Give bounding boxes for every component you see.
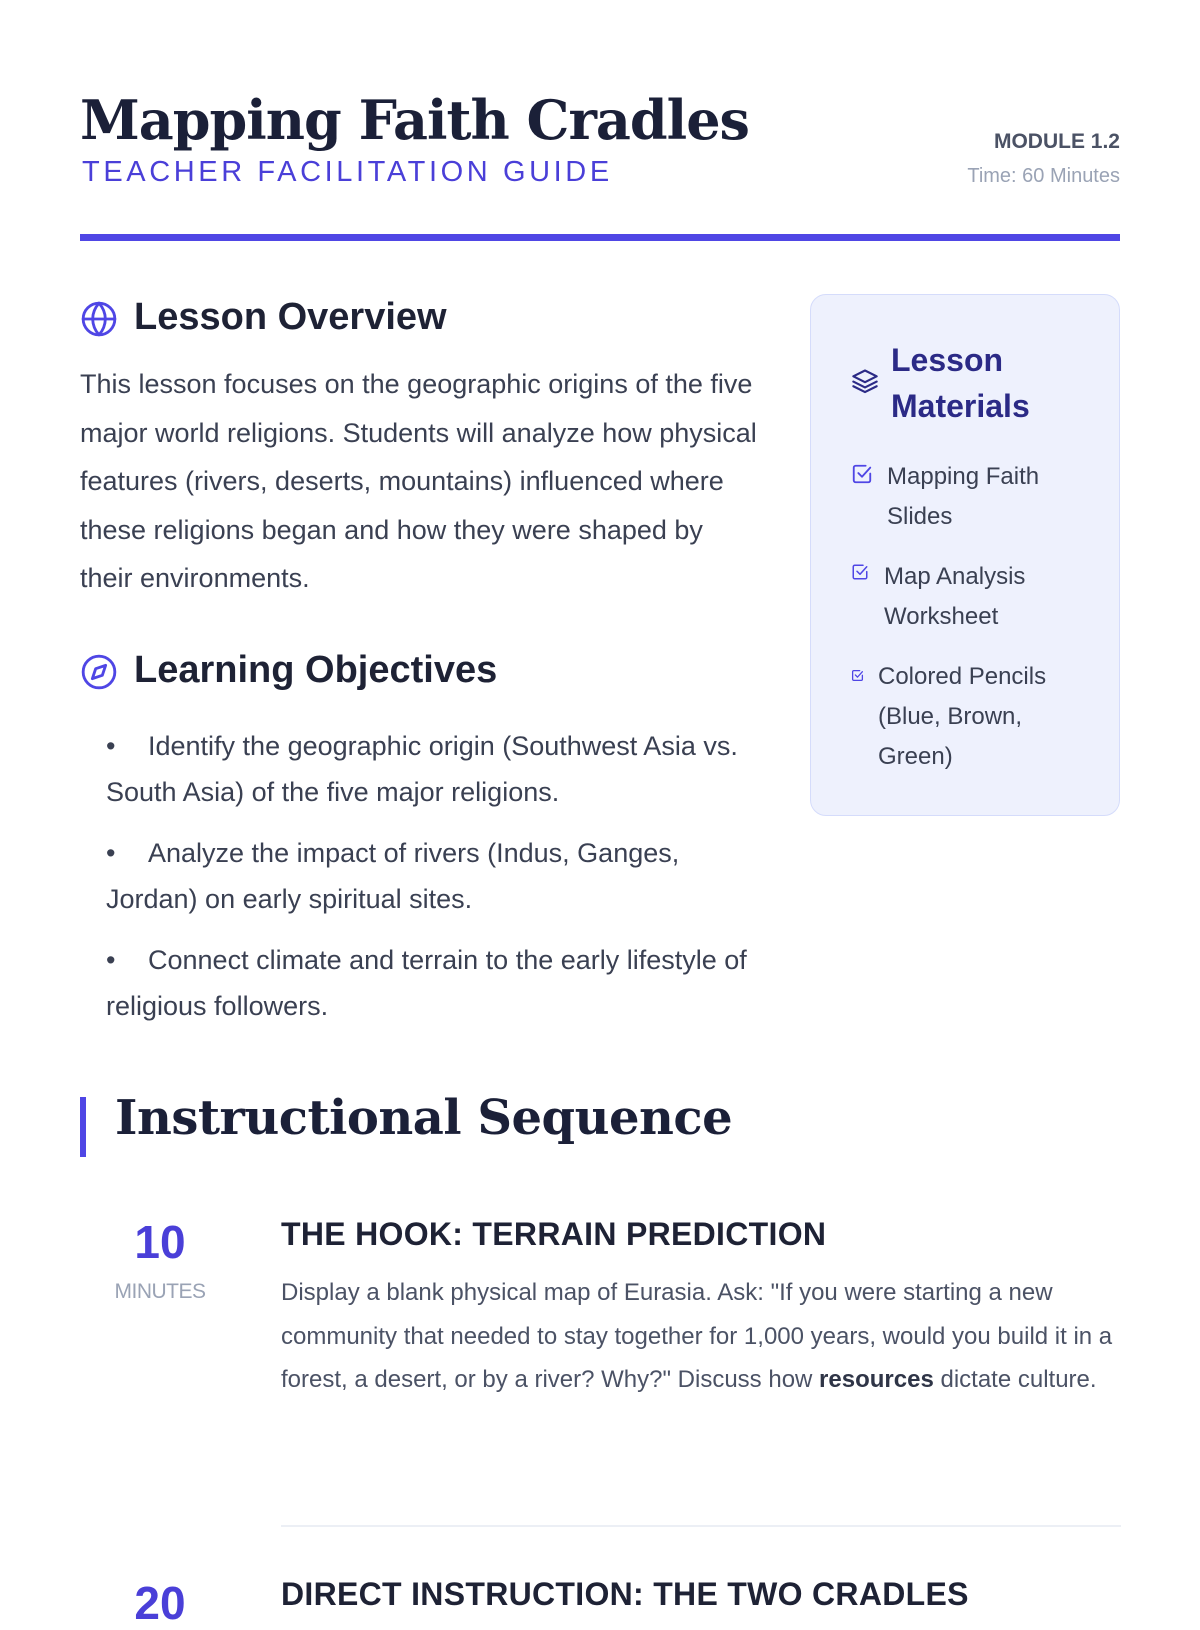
material-label: Map Analysis Worksheet [884,563,1026,630]
materials-heading: Lesson Materials [891,342,1030,424]
list-item: • Analyze the impact of rivers (Indus, Ganges, Jordan) on early spiritual sites. [106,837,680,914]
step-title: DIRECT INSTRUCTION: THE TWO CRADLES [281,1576,969,1612]
material-item [851,457,1091,537]
globe-icon [80,300,118,338]
overview-text: This lesson focuses on the geographic origins of the five major world religions. Students will analyze how physical features (rivers, deserts, mountains) influenced where these religions began and how they were shaped by their environments. [80,369,757,593]
sequence-accent-bar [80,1097,86,1157]
layers-icon [851,367,879,395]
objectives-list [106,723,756,1030]
material-item [851,657,1091,777]
step-duration-unit: MINUTES [114,1280,206,1303]
objectives-heading: Learning Objectives [134,648,498,691]
objectives-section [80,643,760,1030]
step-description: Display a blank physical map of Eurasia. Ask: "If you were starting a new community that needed to stay together for 1,000 years, would you build it in a forest, a desert, or by a river? Why?" Discuss how resources dictate culture. [281,1279,1113,1393]
document-header [80,80,1120,236]
step-title: THE HOOK: TERRAIN PREDICTION [281,1216,827,1252]
emphasis-text: resources [819,1366,934,1393]
materials-panel [810,294,1120,816]
checkbox-icon [851,669,864,682]
material-label: Mapping Faith Slides [887,463,1040,530]
lesson-duration: Time: 60 Minutes [967,165,1120,187]
checkbox-icon [851,563,869,581]
material-label: Colored Pencils (Blue, Brown, Green) [878,663,1047,770]
step-divider [281,1525,1121,1527]
main-column [80,290,760,1044]
list-item: • Identify the geographic origin (Southwest Asia vs. South Asia) of the five major religions. [106,730,738,807]
compass-icon [80,653,118,691]
page-subtitle: TEACHER FACILITATION GUIDE [82,156,613,188]
sequence-heading: Instructional Sequence [115,1090,733,1146]
checkbox-icon [851,463,873,485]
step-duration: 20 [134,1577,186,1629]
module-label: MODULE 1.2 [993,130,1120,153]
header-divider [80,234,1120,241]
list-item: • Connect climate and terrain to the early lifestyle of religious followers. [106,944,747,1021]
material-item [851,557,1091,637]
page-title: Mapping Faith Cradles [80,88,749,152]
step-duration: 10 [134,1216,186,1268]
overview-section [80,290,760,603]
overview-heading: Lesson Overview [134,296,447,338]
